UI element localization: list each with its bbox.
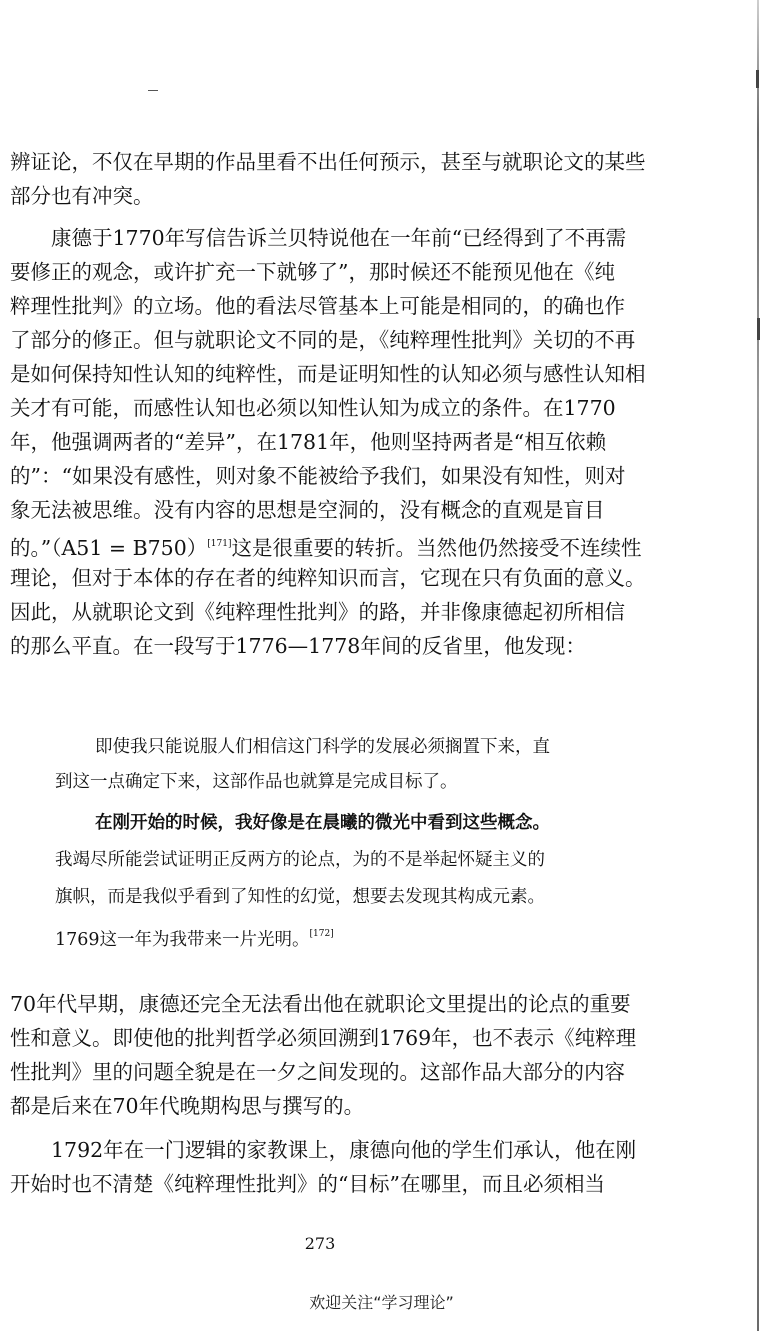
body-line: 性和意义。即使他的批判哲学必须回溯到1769年，也不表示《纯粹理 — [10, 1026, 637, 1050]
body-line: 都是后来在70年代晚期构思与撰写的。 — [10, 1094, 365, 1118]
quote-line: 我竭尽所能尝试证明正反两方的论点，为的不是举起怀疑主义的 — [55, 850, 545, 870]
body-line: 关才有可能，而感性认知也必须以知性认知为成立的条件。在1770 — [10, 396, 616, 420]
body-line: 的那么平直。在一段写于1776—1778年间的反省里，他发现： — [10, 634, 586, 658]
scan-dash — [148, 90, 158, 91]
body-line: 开始时也不清楚《纯粹理性批判》的“目标”在哪里，而且必须相当 — [10, 1172, 605, 1196]
body-line: 部分也有冲突。 — [10, 184, 154, 208]
body-line: 年，他强调两者的“差异”，在1781年，他则坚持两者是“相互依赖 — [10, 430, 607, 454]
footer-text: 欢迎关注“学习理论” — [309, 1293, 454, 1312]
body-line: 粹理性批判》的立场。他的看法尽管基本上可能是相同的，的确也作 — [10, 294, 625, 318]
body-line: 的”：“如果没有感性，则对象不能被给予我们，如果没有知性，则对 — [10, 464, 626, 488]
body-line: 因此，从就职论文到《纯粹理性批判》的路，并非像康德起初所相信 — [10, 600, 625, 624]
body-line: 性批判》里的问题全貌是在一夕之间发现的。这部作品大部分的内容 — [10, 1060, 625, 1084]
citation-continuation: 这是很重要的转折。当然他仍然接受不连续性 — [231, 536, 642, 560]
quote-line: 即使我只能说服人们相信这门科学的发展必须搁置下来，直 — [95, 737, 550, 757]
body-line: 要修正的观念，或许扩充一下就够了”，那时候还不能预见他在《纯 — [10, 260, 615, 284]
page-number: 273 — [304, 1234, 336, 1253]
body-line: 了部分的修正。但与就职论文不同的是，《纯粹理性批判》关切的不再 — [10, 328, 636, 352]
body-line: 象无法被思维。没有内容的思想是空洞的，没有概念的直观是盲目 — [10, 498, 605, 522]
body-line: 辨证论，不仅在早期的作品里看不出任何预示，甚至与就职论文的某些 — [10, 150, 646, 174]
quote-text: 1769这一年为我带来一片光明。 — [55, 930, 310, 950]
body-line-with-note — [10, 527, 763, 561]
scan-mark — [756, 70, 759, 88]
body-line: 是如何保持知性认知的纯粹性，而是证明知性的认知必须与感性认知相 — [10, 362, 646, 386]
citation-text: 的。”（A51 = B750） — [10, 536, 208, 560]
quote-line: 在刚开始的时候，我好像是在晨曦的微光中看到这些概念。 — [95, 813, 550, 833]
body-line: 理论，但对于本体的存在者的纯粹知识而言，它现在只有负面的意义。 — [10, 566, 646, 590]
quote-line-with-note — [55, 917, 763, 951]
body-line: 70年代早期，康德还完全无法看出他在就职论文里提出的论点的重要 — [10, 992, 631, 1016]
footnote-ref-172: [172] — [309, 929, 334, 939]
footnote-ref-171: [171] — [207, 539, 232, 549]
body-line: 1792年在一门逻辑的家教课上，康德向他的学生们承认，他在刚 — [51, 1138, 637, 1162]
quote-line: 旗帜，而是我似乎看到了知性的幻觉，想要去发现其构成元素。 — [55, 887, 545, 907]
body-line: 康德于1770年写信告诉兰贝特说他在一年前“已经得到了不再需 — [51, 226, 627, 250]
quote-line: 到这一点确定下来，这部作品也就算是完成目标了。 — [55, 772, 458, 792]
